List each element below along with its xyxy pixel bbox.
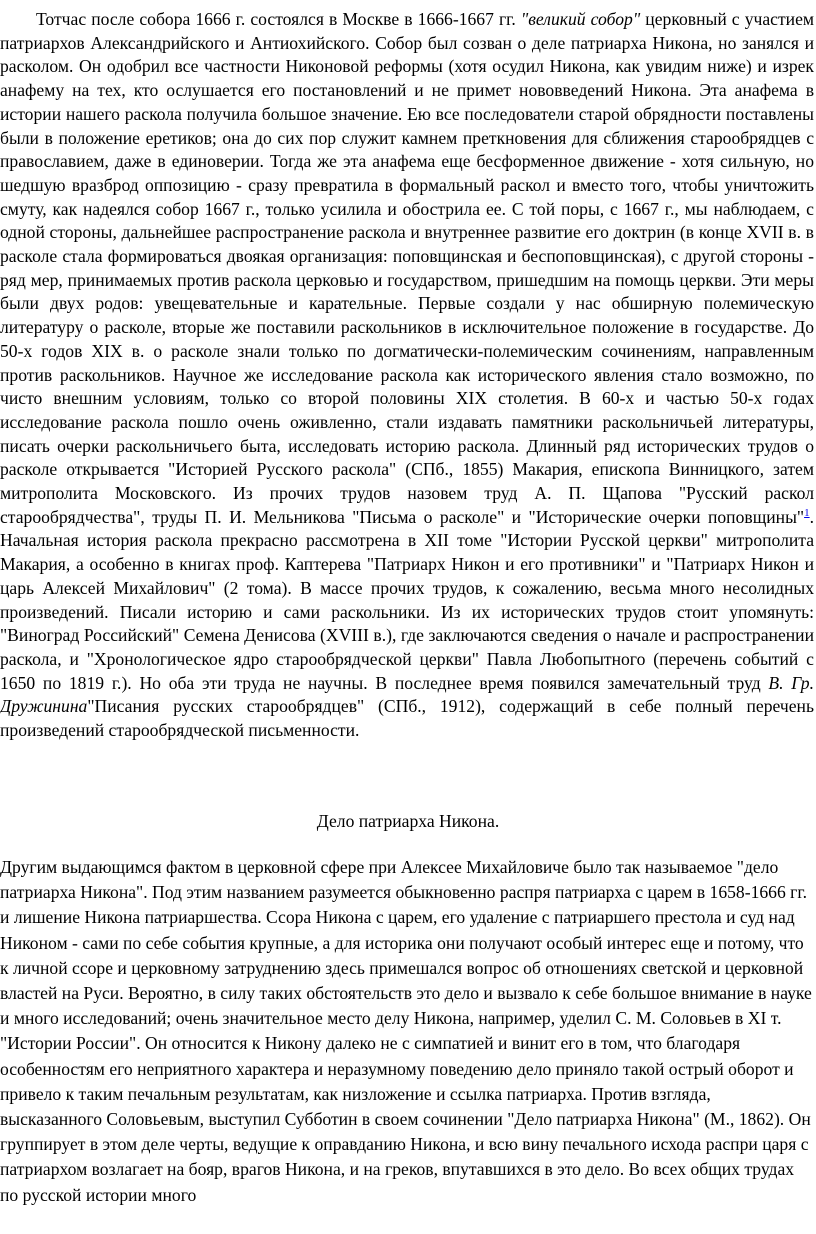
text-run: "Писания русских старообрядцев" (СПб., 1912), содержащий в себе полный перечень произведений старообрядческой письменности.: [0, 696, 814, 741]
section-heading: Дело патриарха Никона.: [316, 811, 500, 831]
footnote-link[interactable]: 1: [804, 506, 810, 519]
emphasis-great-council: "великий собор": [520, 9, 641, 29]
text-run: Тотчас после собора 1666 г. состоялся в Москве в 1666-1667 гг.: [36, 9, 521, 29]
paragraph-great-council: [0, 8, 815, 743]
emphasis-author: В. Гр. Дружинина: [0, 672, 814, 717]
text-run: церковный с участием патриархов Александрийского и Антиохийского. Собор был созван о деле патриарха Никона, но занялся и расколом. Он одобрил все частности Никоновой реформы (хотя осудил Никона, как увидим ниже) и изрек анафему на тех, кто ослушается его постановлений и не примет нововведений Никона. Эта анафема в истории нашего раскола получила большое значение. Ею все последователи старой обрядности поставлены были в положение еретиков; она до сих пор служит камнем преткновения для сближения старообрядцев с православием, даже в единоверии. Тогда же эта анафема еще бесформенное движение - хотя сильную, но шедшую вразброд оппозицию - сразу превратила в формальный раскол и вместо того, чтобы уничтожить смуту, как надеялся собор 1667 г., только усилила и обострила ее. С той поры, с 1667 г., мы наблюдаем, с одной стороны, дальнейшее распространение раскола и внутреннее развитие его доктрин (в конце XVII в. в расколе стала формироваться двоякая организация: поповщинская и беспоповщинская), с другой стороны - ряд мер, принимаемых против раскола церковью и государством, пришедшим на помощь церкви. Эти меры были двух родов: увещевательные и карательные. Первые создали у нас обширную полемическую литературу о расколе, вторые же поставили раскольников в исключительное положение в государстве. До 50-х годов XIX в. о расколе знали только по догматически-полемическим сочинениям, направленным против раскольников. Научное же исследование раскола как исторического явления стало возможно, по чисто внешним условиям, только со второй половины XIX столетия. В 60-х и частью 50-х годах исследование раскола пошло очень оживленно, стали издавать памятники раскольничьей литературы, писать очерки раскольничьего быта, исследовать историю раскола. Длинный ряд исторических трудов о расколе открывается "Историей Русского раскола" (СПб., 1855) Макария, епископа Винницкого, затем митрополита Московского. Из прочих трудов назовем труд А. П. Щапова "Русский раскол старообрядчества", труды П. И. Мельникова "Письма о расколе" и "Исторические очерки поповщины": [0, 9, 815, 527]
paragraph-nikon-case: Другим выдающимся фактом в церковной сфере при Алексее Михайловиче было так называемое "дело патриарха Никона". Под этим названием разумеется обыкновенно распря патриарха с царем в 1658-1666 гг. и лишение Никона патриаршества. Ссора Никона с царем, его удаление с патриаршего престола и суд над Никоном - сами по себе события крупные, а для историка они получают особый интерес еще и потому, что к личной ссоре и церковному затруднению здесь примешался вопрос об отношениях светской и церковной властей на Руси. Вероятно, в силу таких обстоятельств это дело и вызвало к себе большое внимание в науке и много исследований; очень значительное место делу Никона, например, уделил С. М. Соловьев в XI т. "Истории России". Он относится к Никону далеко не с симпатией и винит его в том, что благодаря особенностям его неприятного характера и неразумному поведению дело приняло такой острый оборот и привело к таким печальным результатам, как низложение и ссылка патриарха. Против взгляда, высказанного Соловьевым, выступил Субботин в своем сочинении "Дело патриарха Никона" (М., 1862). Он группирует в этом деле черты, ведущие к оправданию Никона, и всю вину печального исхода распри царя с патриархом возлагает на бояр, врагов Никона, и на греков, впутавшихся в это дело. Во всех общих трудах по русской истории много: [0, 857, 812, 1205]
text-run: . Начальная история раскола прекрасно рассмотрена в XII томе "Истории Русской церкви" митрополита Макария, а особенно в книгах проф. Каптерева "Патриарх Никон и его противники" и "Патриарх Никон и царь Алексей Михайлович" (2 тома). В массе прочих трудов, к сожалению, весьма много несолидных произведений. Писали историю и сами раскольники. Из их исторических трудов стоит упомянуть: "Виноград Российский" Семена Денисова (XVIII в.), где заключаются сведения о начале и распространении раскола, и "Хронологическое ядро старообрядческой церкви" Павла Любопытного (перечень событий с 1650 по 1819 г.). Но оба эти труда не научны. В последнее время появился замечательный труд: [0, 506, 814, 693]
